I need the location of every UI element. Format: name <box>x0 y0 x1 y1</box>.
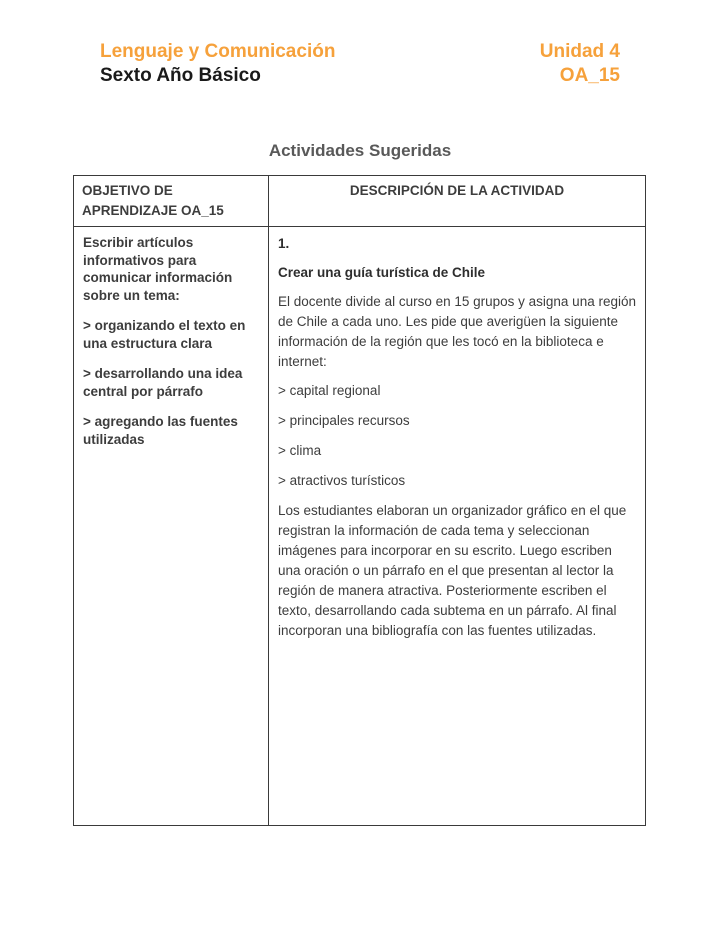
objective-intro: Escribir artículos informativos para comunicar información sobre un tema: <box>83 235 233 303</box>
oa-code-label: OA_15 <box>559 65 620 86</box>
activity-bullet: > principales recursos <box>278 413 410 428</box>
activities-table <box>73 175 646 826</box>
objective-bullet: > organizando el texto en una estructura clara <box>83 318 246 351</box>
description-column-header: DESCRIPCIÓN DE LA ACTIVIDAD <box>269 176 646 227</box>
header-left-block <box>100 40 335 88</box>
activity-bullet: > capital regional <box>278 383 381 398</box>
activity-title: Crear una guía turística de Chile <box>278 265 486 280</box>
grade-title: Sexto Año Básico <box>100 65 261 86</box>
activity-paragraph: Los estudiantes elaboran un organizador gráfico en el que registran la información de cada tema y seleccionan imágenes para incorporar en su escrito. Luego escriben una oración o un párrafo en el que presentan al lector la región de manera atractiva. Posteriormente escriben el texto, desarrollando cada subtema en un párrafo. Al final incorporan una bibliografía con las fuentes utilizadas. <box>278 503 627 638</box>
unit-label: Unidad 4 <box>539 41 620 62</box>
activity-number: 1. <box>278 236 290 251</box>
activity-description-cell <box>269 227 646 826</box>
objective-cell <box>74 227 269 826</box>
table-body-row <box>74 227 646 826</box>
activity-bullet: > atractivos turísticos <box>278 473 406 488</box>
activity-paragraph: El docente divide al curso en 15 grupos y asigna una región de Chile a cada uno. Les pide que averigüen la siguiente información de la región que les tocó en la biblioteca e internet: <box>278 294 636 369</box>
objective-bullet: > agregando las fuentes utilizadas <box>83 414 238 447</box>
activity-bullet: > clima <box>278 443 322 458</box>
table-header-row <box>74 176 646 227</box>
header-right-block <box>540 40 620 88</box>
document-header <box>100 40 620 88</box>
objective-column-header: OBJETIVO DE APRENDIZAJE OA_15 <box>74 176 269 227</box>
document-page <box>0 40 720 932</box>
objective-bullet: > desarrollando una idea central por párrafo <box>83 366 243 399</box>
page-title: Actividades Sugeridas <box>268 141 452 160</box>
subject-title: Lenguaje y Comunicación <box>100 41 336 62</box>
